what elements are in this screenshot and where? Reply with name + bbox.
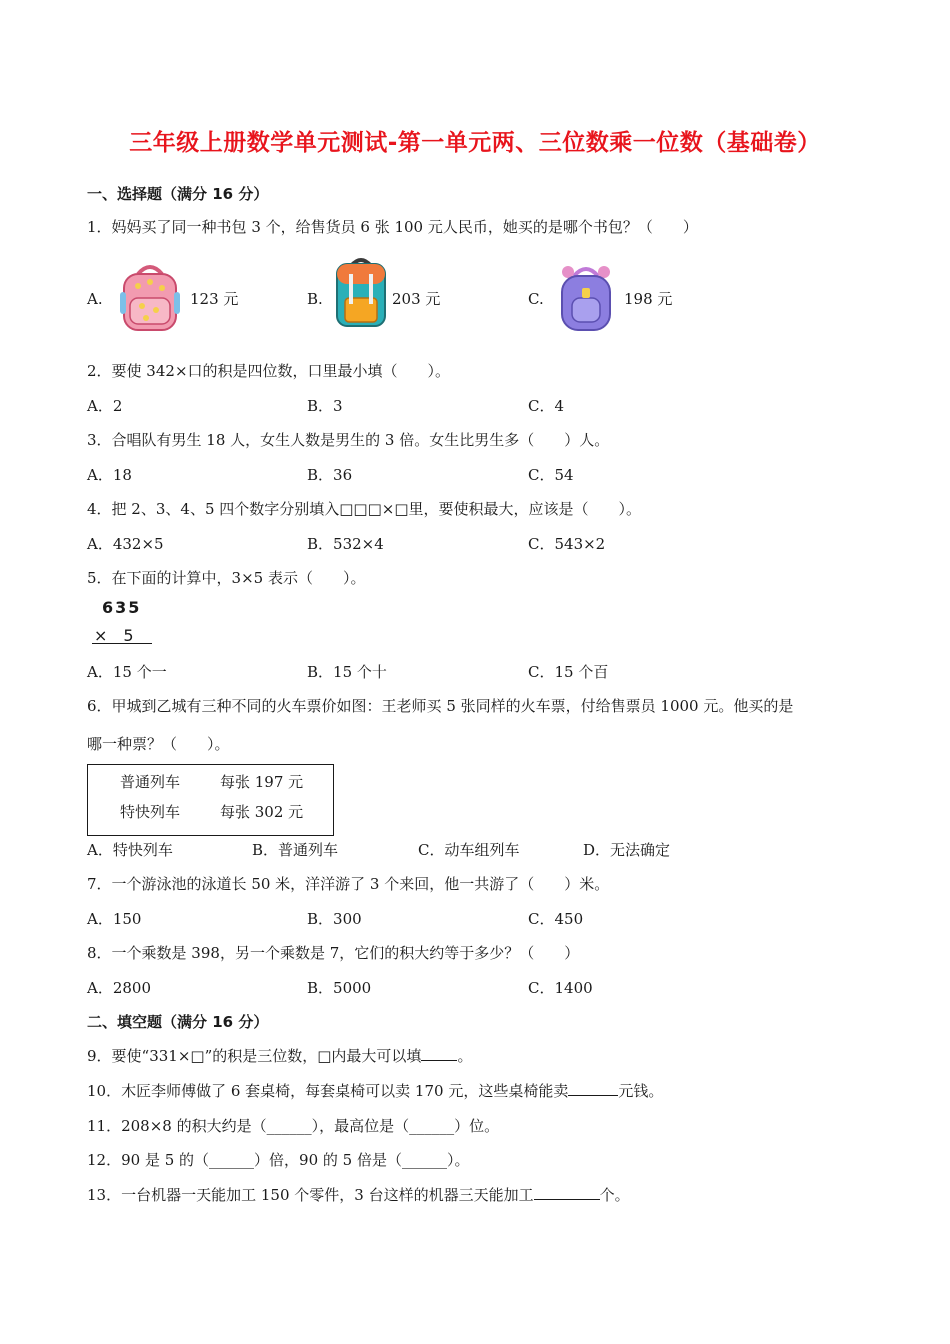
- q6-option-c: C．动车组列车: [418, 841, 520, 859]
- q5-option-c: C．15 个百: [528, 663, 609, 681]
- q10-text-end: 元钱。: [618, 1082, 664, 1100]
- q3-option-c: C．54: [528, 466, 574, 484]
- fare-price: 每张 302 元: [220, 803, 304, 821]
- calc-rule-line: [92, 643, 152, 644]
- q7-option-a: A．150: [87, 910, 142, 928]
- q1-option-c-label: C.: [528, 290, 544, 308]
- q10-answer-blank[interactable]: [568, 1081, 618, 1096]
- question-11: 11．208×8 的积大约是（______），最高位是（______）位。: [87, 1117, 500, 1135]
- q8-option-a: A．2800: [87, 979, 152, 997]
- purple-backpack-image: [556, 262, 616, 336]
- q4-option-a: A．432×5: [87, 535, 164, 553]
- question-4: 4．把 2、3、4、5 四个数字分别填入□□□×□里，要使积最大，应该是（ ）。: [87, 500, 642, 518]
- q3-option-a: A．18: [87, 466, 132, 484]
- question-3: 3．合唱队有男生 18 人，女生人数是男生的 3 倍。女生比男生多（ ）人。: [87, 431, 610, 449]
- pink-backpack-image: [116, 262, 184, 338]
- question-1: 1．妈妈买了同一种书包 3 个，给售货员 6 张 100 元人民币，她买的是哪个书包？（ ）: [87, 218, 698, 236]
- q8-option-b: B．5000: [307, 979, 372, 997]
- q1-option-a-price: 123 元: [190, 290, 239, 308]
- q3-option-b: B．36: [307, 466, 353, 484]
- q9-text: 9．要使“331×□”的积是三位数，□内最大可以填: [87, 1047, 422, 1065]
- fare-name: 特快列车: [120, 803, 181, 821]
- q5-option-a: A．15 个一: [87, 663, 167, 681]
- q2-option-b: B．3: [307, 397, 343, 415]
- q8-option-c: C．1400: [528, 979, 593, 997]
- question-2: 2．要使 342×口的积是四位数，口里最小填（ ）。: [87, 362, 451, 380]
- question-12: 12．90 是 5 的（______）倍，90 的 5 倍是（______）。: [87, 1151, 470, 1169]
- fare-table: [87, 764, 334, 836]
- fare-name: 普通列车: [120, 773, 181, 791]
- q6-option-d: D．无法确定: [583, 841, 671, 859]
- q7-option-b: B．300: [307, 910, 362, 928]
- q1-option-a-label: A.: [87, 290, 103, 308]
- question-5: 5．在下面的计算中，3×5 表示（ ）。: [87, 569, 366, 587]
- question-8: 8．一个乘数是 398，另一个乘数是 7，它们的积大约等于多少？（ ）: [87, 944, 580, 962]
- question-10: [87, 1081, 663, 1101]
- q5-option-b: B．15 个十: [307, 663, 387, 681]
- question-13: [87, 1185, 630, 1205]
- q1-option-b-label: B.: [307, 290, 323, 308]
- q7-option-c: C．450: [528, 910, 584, 928]
- q13-text-end: 个。: [599, 1186, 630, 1204]
- q6-option-b: B．普通列车: [252, 841, 339, 859]
- question-7: 7．一个游泳池的泳道长 50 米，洋洋游了 3 个来回，他一共游了（ ）米。: [87, 875, 610, 893]
- q4-option-c: C．543×2: [528, 535, 606, 553]
- q9-answer-blank[interactable]: [421, 1046, 457, 1061]
- q13-text: 13．一台机器一天能加工 150 个零件，3 台这样的机器三天能加工: [87, 1186, 534, 1204]
- q1-option-c-price: 198 元: [624, 290, 673, 308]
- question-9: [87, 1046, 472, 1066]
- calc-multiplier: × 5: [94, 626, 134, 645]
- question-6-line-2: 哪一种票？（ ）。: [87, 735, 230, 753]
- q6-option-a: A．特快列车: [87, 841, 173, 859]
- q4-option-b: B．532×4: [307, 535, 384, 553]
- q9-text-end: 。: [457, 1047, 473, 1065]
- q10-text: 10．木匠李师傅做了 6 套桌椅，每套桌椅可以卖 170 元，这些桌椅能卖: [87, 1082, 569, 1100]
- q1-option-b-price: 203 元: [392, 290, 441, 308]
- q13-answer-blank[interactable]: [534, 1185, 600, 1200]
- teal-backpack-image: [333, 256, 389, 332]
- section-heading-choice: 一、选择题（满分 16 分）: [87, 185, 269, 203]
- page-title: 三年级上册数学单元测试-第一单元两、三位数乘一位数（基础卷）: [129, 130, 821, 156]
- q2-option-a: A．2: [87, 397, 123, 415]
- calc-multiplicand: 635: [102, 598, 142, 617]
- fare-price: 每张 197 元: [220, 773, 304, 791]
- section-heading-fill: 二、填空题（满分 16 分）: [87, 1013, 269, 1031]
- q2-option-c: C．4: [528, 397, 565, 415]
- question-6-line-1: 6．甲城到乙城有三种不同的火车票价如图：王老师买 5 张同样的火车票，付给售票员 1000 元。他买的是: [87, 697, 794, 715]
